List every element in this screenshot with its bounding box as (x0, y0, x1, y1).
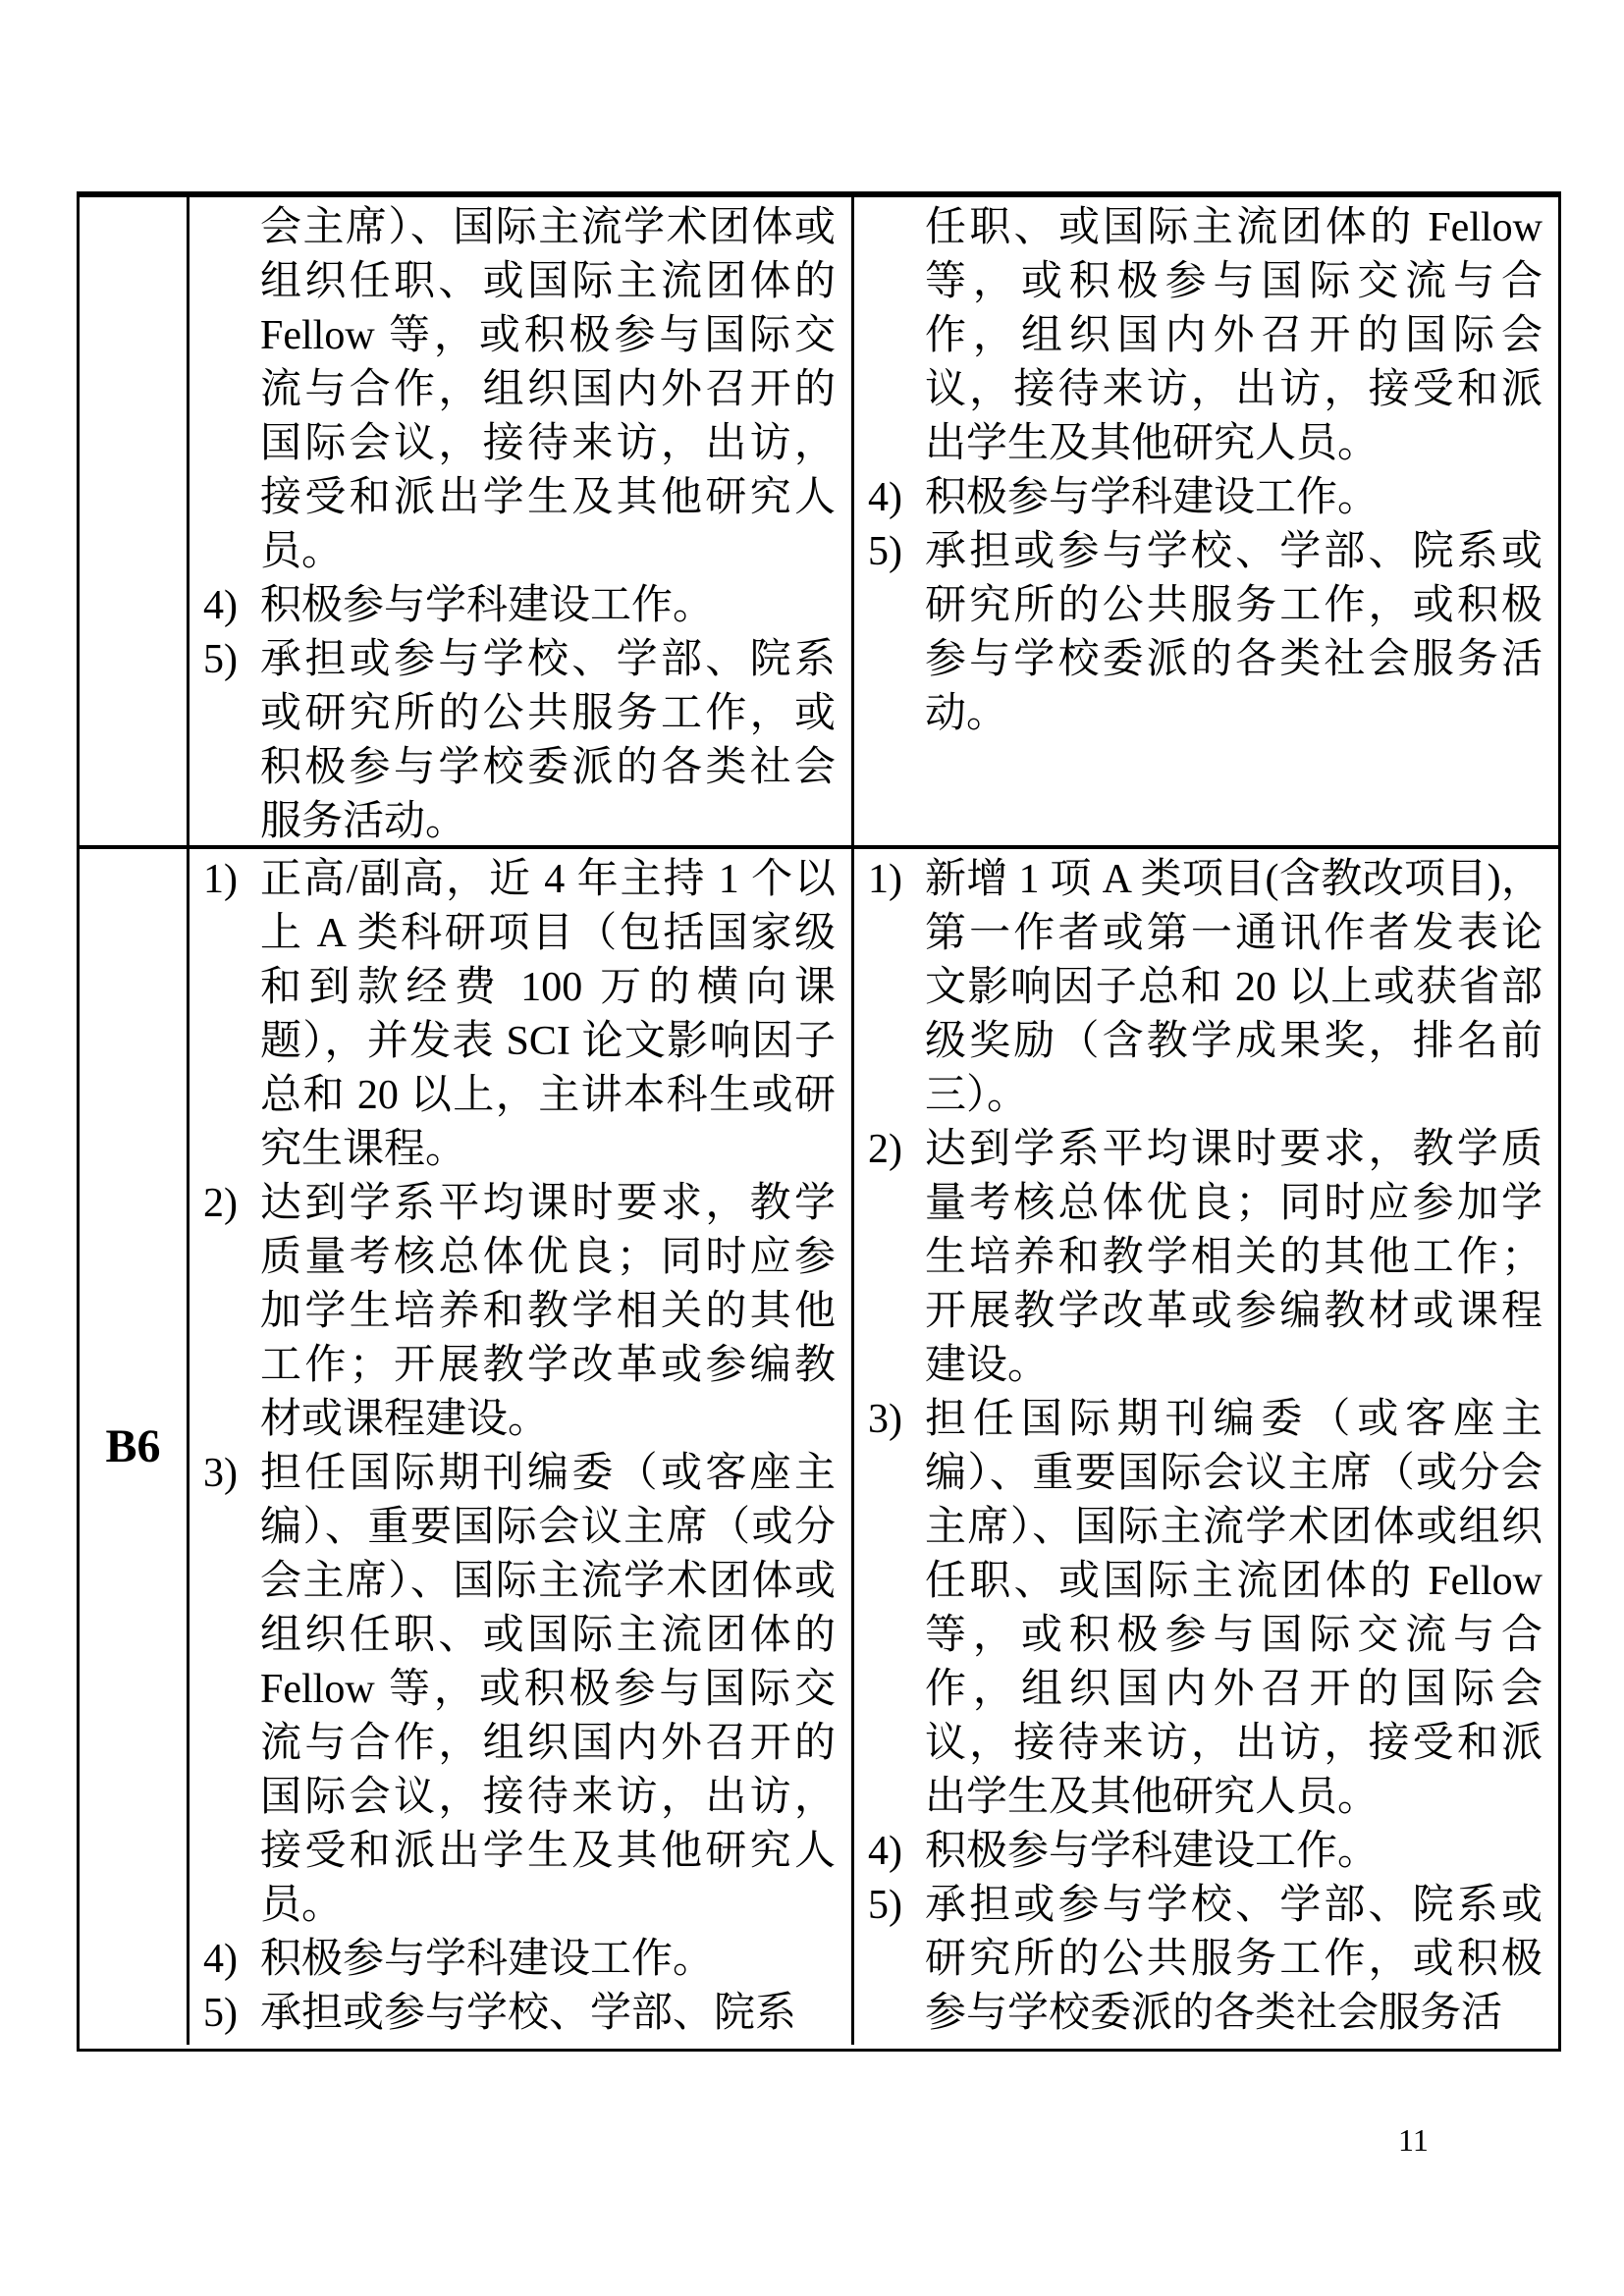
item-number: 2) (868, 1127, 902, 1172)
criteria-cell-right (854, 849, 1558, 2045)
row-label-b6: B6 (105, 1420, 161, 1472)
item-number: 4) (868, 1829, 902, 1874)
item-number: 3) (868, 1397, 902, 1442)
list-item (203, 1177, 836, 1447)
item-number: 5) (868, 1883, 902, 1928)
item-text: 积极参与学科建设工作。 (260, 583, 715, 628)
row-label-cell-empty (80, 197, 189, 845)
item-text: 达到学系平均课时要求，教学质量考核总体优良；同时应参加学生培养和教学相关的其他工作；开展教学改革或参编教材或课程建设。 (925, 1127, 1543, 1388)
item-text: 积极参与学科建设工作。 (925, 1829, 1380, 1874)
criteria-table (77, 191, 1561, 2052)
criteria-cell-left (189, 197, 854, 845)
list-item (868, 525, 1543, 741)
list-item (203, 1933, 836, 1987)
criteria-cell-right (854, 197, 1558, 845)
item-number: 4) (203, 1937, 238, 1982)
list-item (868, 1825, 1543, 1879)
item-text: 积极参与学科建设工作。 (260, 1937, 715, 1982)
item-text: 新增 1 项 A 类项目(含教改项目)，第一作者或第一通讯作者发表论文影响因子总和 20 以上或获省部级奖励（含教学成果奖，排名前三）。 (925, 857, 1543, 1118)
item-text: 达到学系平均课时要求，教学质量考核总体优良；同时应参加学生培养和教学相关的其他工作；开展教学改革或参编教材或课程建设。 (260, 1181, 836, 1442)
list-item (868, 1393, 1543, 1825)
list-item (203, 579, 836, 633)
item-number: 4) (203, 583, 238, 628)
list-item (868, 471, 1543, 525)
criteria-cell-left (189, 849, 854, 2045)
list-item (203, 1987, 836, 2041)
item-number: 1) (868, 857, 902, 902)
item-number: 2) (203, 1181, 238, 1226)
continuation-paragraph: 任职、或国际主流团体的 Fellow 等，或积极参与国际交流与合作，组织国内外召开的国际会议，接待来访，出访，接受和派出学生及其他研究人员。 (925, 205, 1543, 466)
item-number: 5) (203, 637, 238, 682)
item-text: 担任国际期刊编委（或客座主编）、重要国际会议主席（或分会主席）、国际主流学术团体或组织任职、或国际主流团体的 Fellow 等，或积极参与国际交流与合作，组织国内外召开的国际会议，接待来访，出访，接受和派出学生及其他研究人员。 (925, 1397, 1543, 1820)
list-item (868, 853, 1543, 1123)
item-text: 承担或参与学校、学部、院系 (260, 1991, 797, 2036)
item-text: 担任国际期刊编委（或客座主编）、重要国际会议主席（或分会主席）、国际主流学术团体或组织任职、或国际主流团体的 Fellow 等，或积极参与国际交流与合作，组织国内外召开的国际会议，接待来访，出访，接受和派出学生及其他研究人员。 (260, 1451, 836, 1928)
item-text: 正高/副高，近 4 年主持 1 个以上 A 类科研项目（包括国家级和到款经费 100 万的横向课题），并发表 SCI 论文影响因子总和 20 以上，主讲本科生或研究生课程。 (260, 857, 836, 1172)
list-item (203, 633, 836, 845)
item-number: 1) (203, 857, 238, 902)
item-text: 承担或参与学校、学部、院系或研究所的公共服务工作，或积极参与学校委派的各类社会服务活动。 (925, 529, 1543, 736)
list-item (868, 1879, 1543, 2041)
table-row-b6 (80, 849, 1558, 2045)
item-number: 5) (203, 1991, 238, 2036)
list-item (203, 1447, 836, 1933)
item-number: 4) (868, 475, 902, 520)
list-item (203, 853, 836, 1177)
item-number: 5) (868, 529, 902, 574)
row-label-cell-b6 (80, 849, 189, 2045)
item-text: 积极参与学科建设工作。 (925, 475, 1380, 520)
table-row-continuation (80, 197, 1558, 849)
item-number: 3) (203, 1451, 238, 1496)
page-number: 11 (1398, 2122, 1429, 2158)
list-item (868, 1123, 1543, 1393)
continuation-paragraph: 会主席）、国际主流学术团体或组织任职、或国际主流团体的 Fellow 等，或积极参与国际交流与合作，组织国内外召开的国际会议，接待来访，出访，接受和派出学生及其他研究人员。 (260, 205, 836, 574)
item-text: 承担或参与学校、学部、院系或研究所的公共服务工作，或积极参与学校委派的各类社会服务活 (925, 1883, 1543, 2036)
item-text: 承担或参与学校、学部、院系或研究所的公共服务工作，或积极参与学校委派的各类社会服务活动。 (260, 637, 836, 844)
